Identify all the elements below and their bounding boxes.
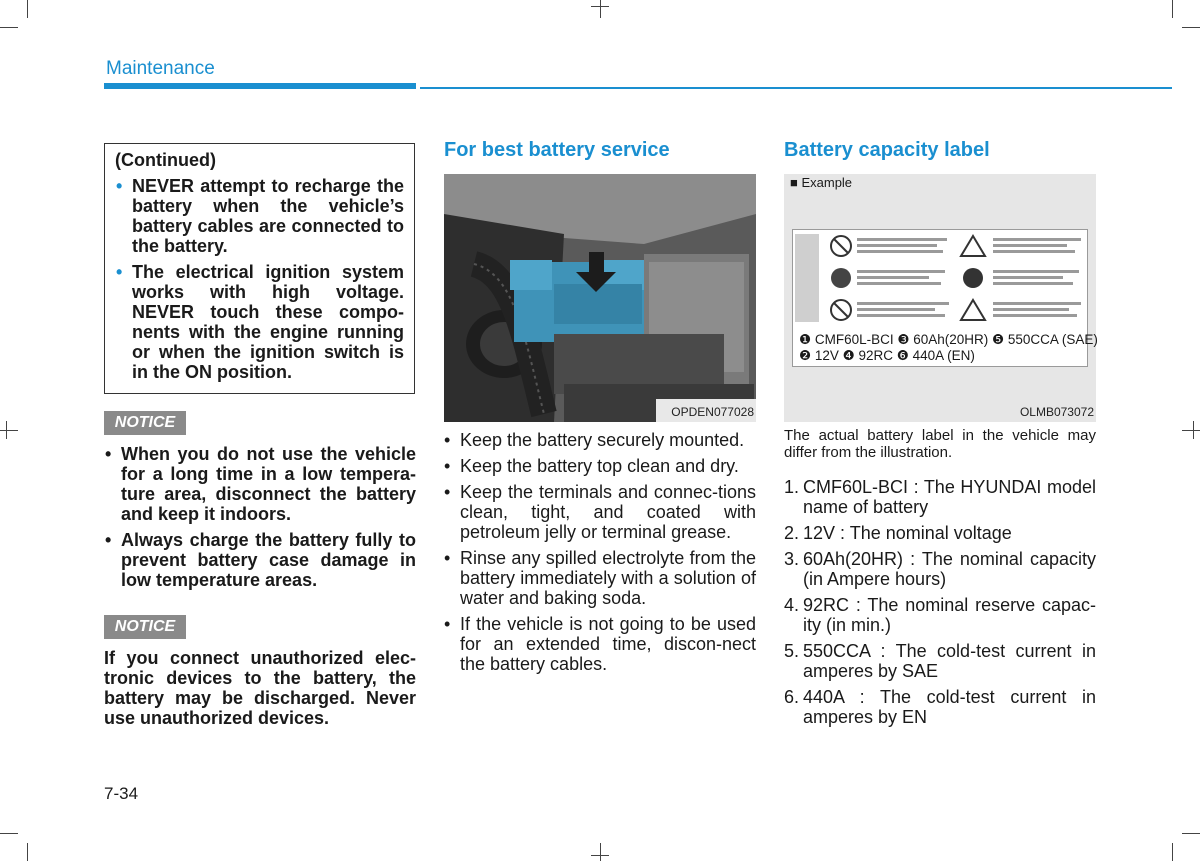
warning-item: • The electrical ignition system works with high voltage. NEVER touch these compo-nents with the engine running or when the ignition switch is in the ON position. — [115, 262, 404, 382]
label-note: The actual battery label in the vehicle may differ from the illustration. — [784, 427, 1096, 461]
capacity-item: 4. 92RC : The nominal reserve capac-ity (in min.) — [784, 595, 1096, 635]
warning-list — [115, 176, 404, 382]
section-title-capacity: Battery capacity label — [784, 139, 990, 161]
crop-mark — [27, 843, 28, 861]
crop-mark — [591, 6, 609, 7]
crop-mark — [27, 0, 28, 18]
crop-mark — [0, 27, 18, 28]
warning-pictograms — [793, 230, 1087, 330]
crop-mark — [600, 0, 601, 18]
crop-mark — [1193, 421, 1194, 439]
example-tag: ■ Example — [790, 175, 853, 190]
section-title-service: For best battery service — [444, 139, 670, 161]
notice-badge: NOTICE — [104, 615, 186, 639]
warning-box — [104, 143, 415, 394]
crop-mark — [1182, 833, 1200, 834]
label-row-1: ❶ CMF60L-BCI ❸ 60Ah(20HR) ❺ 550CCA (SAE) — [799, 332, 1098, 347]
section-header: Maintenance — [106, 58, 215, 79]
label-row-2: ❷ 12V ❹ 92RC ❻ 440A (EN) — [799, 348, 975, 363]
crop-mark — [0, 833, 18, 834]
header-rule-thick — [104, 83, 416, 89]
service-item: • Keep the battery securely mounted. — [444, 430, 756, 450]
capacity-item: 6. 440A : The cold-test current in amperes by EN — [784, 687, 1096, 727]
capacity-item: 3. 60Ah(20HR) : The nominal capacity (in Ampere hours) — [784, 549, 1096, 589]
crop-mark — [591, 855, 609, 856]
battery-label — [792, 229, 1098, 367]
crop-mark — [0, 430, 18, 431]
notice-badge: NOTICE — [104, 411, 186, 435]
capacity-item: 2. 12V : The nominal voltage — [784, 523, 1012, 543]
image-code: OLMB073072 — [1019, 405, 1094, 419]
engine-bay-image — [444, 174, 756, 422]
service-item: • If the vehicle is not going to be used for an extended time, discon-nect the battery cables. — [444, 614, 756, 674]
page-number: 7-34 — [104, 784, 139, 803]
crop-mark — [1182, 27, 1200, 28]
crop-mark — [6, 421, 7, 439]
battery-label-panel — [784, 174, 1096, 422]
notice-paragraph: If you connect unauthorized elec-tronic devices to the battery, the battery may be discharged. Never use unauthorized devices. — [104, 648, 416, 728]
service-item: • Rinse any spilled electrolyte from the battery immediately with a solution of water and baking soda. — [444, 548, 756, 608]
engine-bay-illustration — [444, 174, 756, 422]
crop-mark — [600, 843, 601, 861]
service-list — [444, 430, 756, 680]
notice-item: • When you do not use the vehicle for a long time in a low tempera-ture area, disconnect the battery and keep it indoors. — [104, 444, 416, 524]
warning-item: • NEVER attempt to recharge the battery when the vehicle’s battery cables are connected to the battery. — [115, 176, 404, 256]
capacity-list — [784, 477, 1096, 733]
service-item: • Keep the terminals and connec-tions clean, tight, and coated with petroleum jelly or terminal grease. — [444, 482, 756, 542]
warning-continued: (Continued) — [115, 150, 216, 170]
crop-mark — [1172, 843, 1173, 861]
header-rule-thin — [420, 87, 1172, 89]
capacity-item: 1. CMF60L-BCI : The HYUNDAI model name of battery — [784, 477, 1096, 517]
crop-mark — [1172, 0, 1173, 18]
service-item: • Keep the battery top clean and dry. — [444, 456, 756, 476]
notice-list — [104, 444, 416, 596]
notice-item: • Always charge the battery fully to prevent battery case damage in low temperature areas. — [104, 530, 416, 590]
image-code: OPDEN077028 — [671, 405, 754, 419]
capacity-item: 5. 550CCA : The cold-test current in amperes by SAE — [784, 641, 1096, 681]
crop-mark — [1182, 430, 1200, 431]
